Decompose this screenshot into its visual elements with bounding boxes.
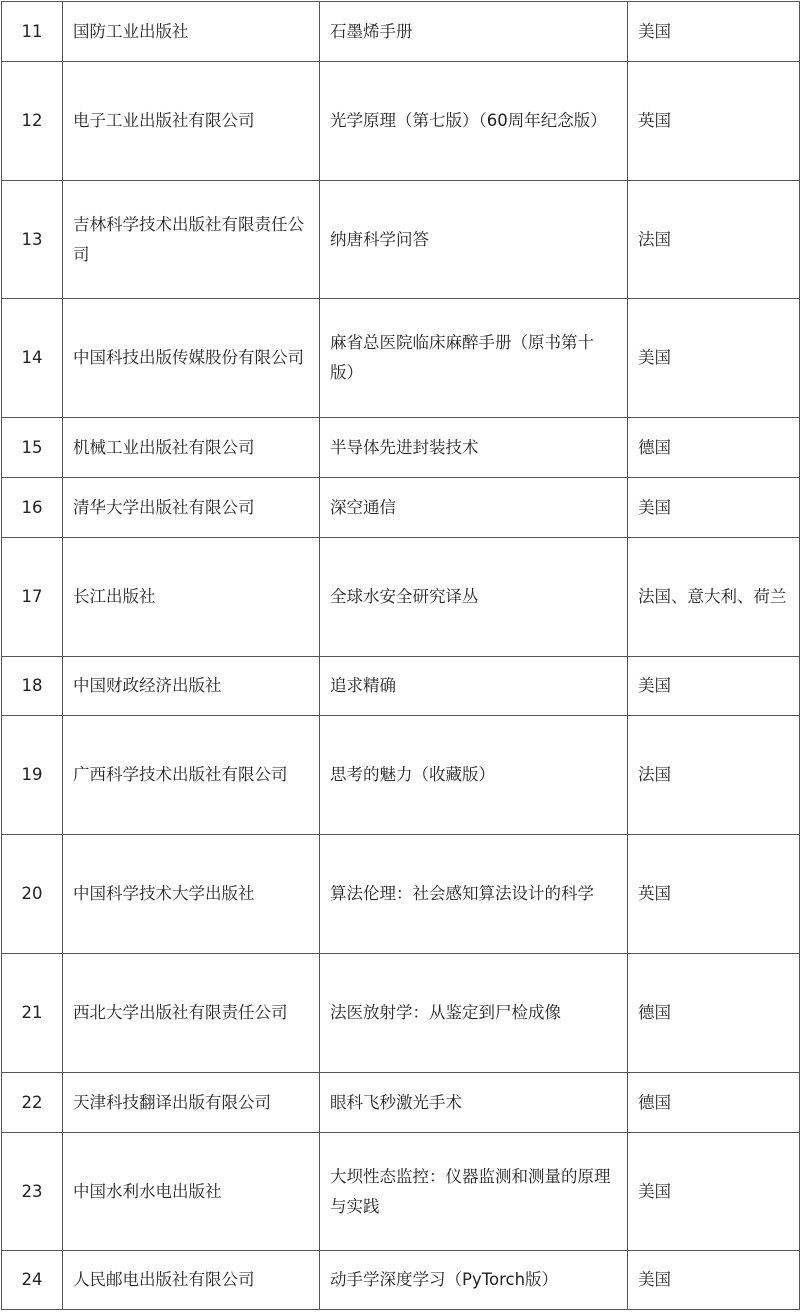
- country-cell: 德国: [628, 954, 800, 1073]
- country-cell: 英国: [628, 62, 800, 181]
- book-title-cell: 半导体先进封装技术: [320, 418, 628, 478]
- row-number-cell: 12: [2, 62, 63, 181]
- publisher-cell: 中国科学技术大学出版社: [63, 835, 320, 954]
- row-number-cell: 24: [2, 1251, 63, 1310]
- row-number-cell: 13: [2, 181, 63, 299]
- publisher-cell: 中国科技出版传媒股份有限公司: [63, 299, 320, 418]
- row-number-cell: 21: [2, 954, 63, 1073]
- row-number-cell: 14: [2, 299, 63, 418]
- publisher-cell: 清华大学出版社有限公司: [63, 478, 320, 538]
- table-row: [2, 418, 800, 478]
- table-row: [2, 716, 800, 835]
- table-row: [2, 1251, 800, 1310]
- country-cell: 法国、意大利、荷兰: [628, 538, 800, 657]
- book-title-cell: 全球水安全研究译丛: [320, 538, 628, 657]
- table-row: [2, 181, 800, 299]
- country-cell: 美国: [628, 1251, 800, 1310]
- country-cell: 美国: [628, 2, 800, 62]
- row-number-cell: 23: [2, 1133, 63, 1251]
- row-number-cell: 19: [2, 716, 63, 835]
- table-row: [2, 2, 800, 62]
- country-cell: 美国: [628, 478, 800, 538]
- publisher-cell: 电子工业出版社有限公司: [63, 62, 320, 181]
- publisher-cell: 中国水利水电出版社: [63, 1133, 320, 1251]
- country-cell: 德国: [628, 1073, 800, 1133]
- row-number-cell: 20: [2, 835, 63, 954]
- book-title-cell: 麻省总医院临床麻醉手册（原书第十版）: [320, 299, 628, 418]
- table-body: [2, 2, 800, 1310]
- country-cell: 法国: [628, 716, 800, 835]
- row-number-cell: 16: [2, 478, 63, 538]
- country-cell: 英国: [628, 835, 800, 954]
- table-row: [2, 478, 800, 538]
- table-row: [2, 62, 800, 181]
- row-number-cell: 22: [2, 1073, 63, 1133]
- book-title-cell: 纳唐科学问答: [320, 181, 628, 299]
- book-title-cell: 石墨烯手册: [320, 2, 628, 62]
- country-cell: 法国: [628, 181, 800, 299]
- publisher-cell: 长江出版社: [63, 538, 320, 657]
- country-cell: 美国: [628, 299, 800, 418]
- table-row: [2, 299, 800, 418]
- book-title-cell: 思考的魅力（收藏版）: [320, 716, 628, 835]
- publisher-cell: 国防工业出版社: [63, 2, 320, 62]
- row-number-cell: 18: [2, 657, 63, 716]
- book-title-cell: 眼科飞秒激光手术: [320, 1073, 628, 1133]
- publisher-cell: 广西科学技术出版社有限公司: [63, 716, 320, 835]
- country-cell: 美国: [628, 1133, 800, 1251]
- publisher-cell: 天津科技翻译出版有限公司: [63, 1073, 320, 1133]
- book-title-cell: 算法伦理：社会感知算法设计的科学: [320, 835, 628, 954]
- table-row: [2, 1133, 800, 1251]
- book-title-cell: 动手学深度学习（PyTorch版）: [320, 1251, 628, 1310]
- publisher-cell: 机械工业出版社有限公司: [63, 418, 320, 478]
- publisher-cell: 中国财政经济出版社: [63, 657, 320, 716]
- table-row: [2, 954, 800, 1073]
- book-list-table: [1, 1, 800, 1310]
- book-title-cell: 深空通信: [320, 478, 628, 538]
- publisher-cell: 西北大学出版社有限责任公司: [63, 954, 320, 1073]
- book-title-cell: 大坝性态监控：仪器监测和测量的原理与实践: [320, 1133, 628, 1251]
- table-row: [2, 835, 800, 954]
- book-title-cell: 法医放射学：从鉴定到尸检成像: [320, 954, 628, 1073]
- book-title-cell: 追求精确: [320, 657, 628, 716]
- row-number-cell: 15: [2, 418, 63, 478]
- table-row: [2, 538, 800, 657]
- publisher-cell: 吉林科学技术出版社有限责任公司: [63, 181, 320, 299]
- row-number-cell: 11: [2, 2, 63, 62]
- row-number-cell: 17: [2, 538, 63, 657]
- table-row: [2, 657, 800, 716]
- book-title-cell: 光学原理（第七版）（60周年纪念版）: [320, 62, 628, 181]
- table-row: [2, 1073, 800, 1133]
- publisher-cell: 人民邮电出版社有限公司: [63, 1251, 320, 1310]
- country-cell: 美国: [628, 657, 800, 716]
- country-cell: 德国: [628, 418, 800, 478]
